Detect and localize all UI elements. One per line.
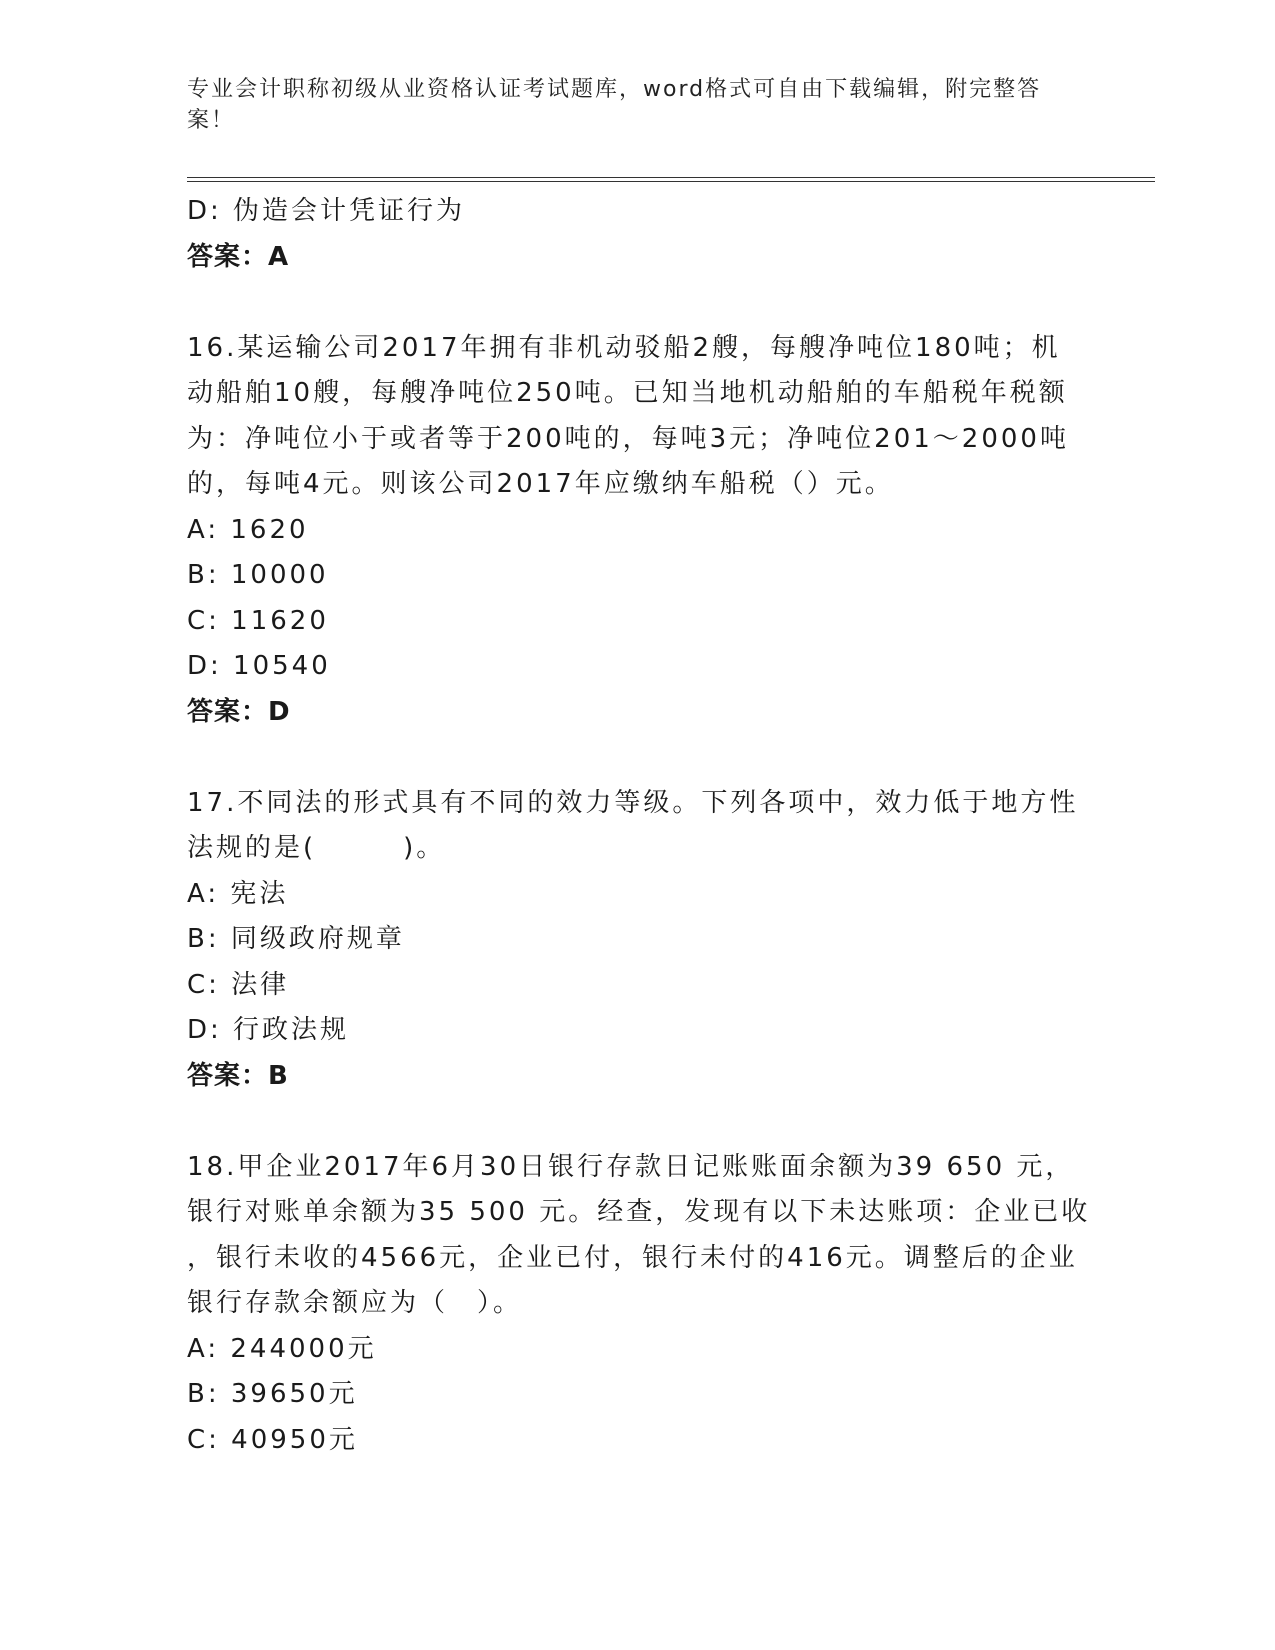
spacer: [187, 735, 1087, 781]
question-text: [187, 1145, 1091, 1327]
option-d: D: 行政法规: [187, 1015, 350, 1045]
question-block-18: [187, 1145, 1091, 1464]
header-line-1: 专业会计职称初级从业资格认证考试题库，word格式可自由下载编辑，附完整答: [187, 77, 1042, 102]
option-c: C: 法律: [187, 969, 290, 1000]
header-divider: [187, 177, 1155, 182]
question-line: 法规的是( )。: [187, 833, 446, 863]
question-line: 银行存款余额应为（ ）。: [187, 1288, 523, 1318]
option-b: B: 同级政府规章: [187, 924, 405, 954]
question-text: [187, 781, 1087, 872]
answer-line: 答案：A: [187, 241, 290, 272]
question-text: [187, 326, 1087, 508]
option-d: D: 10540: [187, 651, 331, 681]
option-c: C: 11620: [187, 605, 329, 636]
question-line: 18.甲企业2017年6月30日银行存款日记账账面余额为39 650 元，: [187, 1151, 1075, 1182]
option-a: A: 宪法: [187, 878, 289, 909]
option-a: A: 1620: [187, 514, 309, 545]
header-line-2: 案！: [187, 108, 236, 133]
question-content: [187, 189, 1091, 1463]
spacer: [187, 280, 1087, 326]
question-line: ，银行未收的4566元，企业已付，银行未付的416元。调整后的企业: [187, 1242, 1078, 1273]
question-line: 的，每吨4元。则该公司2017年应缴纳车船税（）元。: [187, 469, 894, 499]
question-line: 16.某运输公司2017年拥有非机动驳船2艘，每艘净吨位180吨；机: [187, 332, 1061, 363]
question-block-16: [187, 326, 1087, 736]
option-d: D: 伪造会计凭证行为: [187, 196, 466, 226]
option-a: A: 244000元: [187, 1333, 377, 1364]
question-block-17: [187, 781, 1087, 1100]
answer-line: 答案：D: [187, 696, 291, 727]
answer-line: 答案：B: [187, 1060, 289, 1091]
question-line: 银行对账单余额为35 500 元。经查，发现有以下未达账项：企业已收: [187, 1197, 1091, 1227]
option-c: C: 40950元: [187, 1424, 358, 1455]
option-b: B: 39650元: [187, 1379, 358, 1409]
question-line: 动船舶10艘，每艘净吨位250吨。已知当地机动船舶的车船税年税额: [187, 378, 1068, 408]
spacer: [187, 1099, 1087, 1145]
page-header: [187, 74, 1067, 136]
question-block-prev: [187, 189, 1087, 280]
question-line: 为：净吨位小于或者等于200吨的，每吨3元；净吨位201～2000吨: [187, 423, 1069, 454]
question-line: 17.不同法的形式具有不同的效力等级。下列各项中，效力低于地方性: [187, 787, 1079, 818]
option-b: B: 10000: [187, 560, 329, 590]
